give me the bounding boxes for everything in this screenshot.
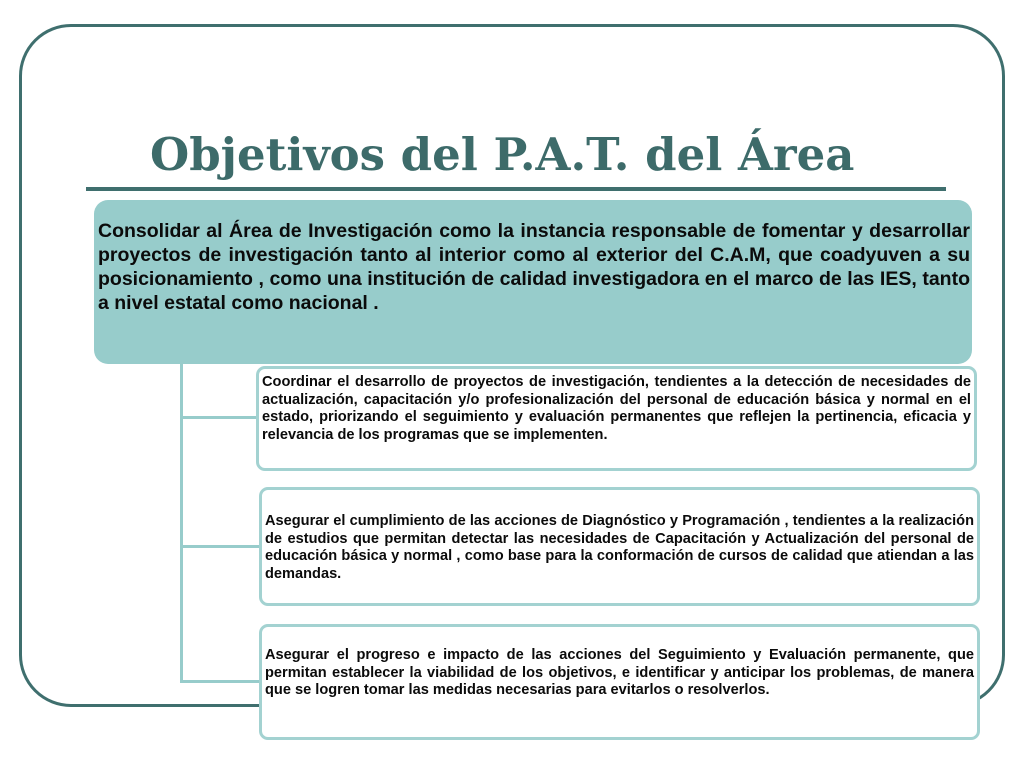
sub-objective-text-3: Asegurar el progreso e impacto de las acciones del Seguimiento y Evaluación permanente, que permitan establecer la viabilidad de los objetivos, e identificar y anticipar los problemas, de manera que se logren tomar las medidas necesarias para evitarlos o resolverlos.	[265, 647, 974, 699]
hierarchy-connector-branch-3	[180, 680, 262, 683]
sub-objective-box-3	[259, 624, 980, 740]
sub-objective-text-2: Asegurar el cumplimiento de las acciones de Diagnóstico y Programación , tendientes a la realización de estudios que permitan detectar las necesidades de Capacitación y Actualización del personal de educación básica y normal , como base para la conformación de cursos de calidad que atiendan a las demandas.	[265, 513, 974, 582]
main-objective-box	[94, 200, 972, 364]
sub-objective-box-2	[259, 487, 980, 606]
hierarchy-connector-branch-2	[180, 545, 262, 548]
main-objective-text: Consolidar al Área de Investigación como la instancia responsable de fomentar y desarrollar proyectos de investigación tanto al interior como al exterior del C.A.M, que coadyuven a su posicionamiento , como una institución de calidad investigadora en el marco de las IES, tanto a nivel estatal como nacional .	[98, 220, 970, 314]
slide-title: Objetivos del P.A.T. del Área	[150, 128, 855, 181]
hierarchy-connector-branch-1	[180, 416, 258, 419]
title-underline	[86, 187, 946, 191]
hierarchy-connector-vertical	[180, 364, 183, 682]
sub-objective-text-1: Coordinar el desarrollo de proyectos de investigación, tendientes a la detección de necesidades de actualización, capacitación y/o profesionalización del personal de educación básica y normal en el estado, priorizando el seguimiento y evaluación permanentes que reflejen la pertinencia, eficacia y relevancia de los programas que se implementen.	[262, 374, 971, 443]
sub-objective-box-1	[256, 366, 977, 471]
